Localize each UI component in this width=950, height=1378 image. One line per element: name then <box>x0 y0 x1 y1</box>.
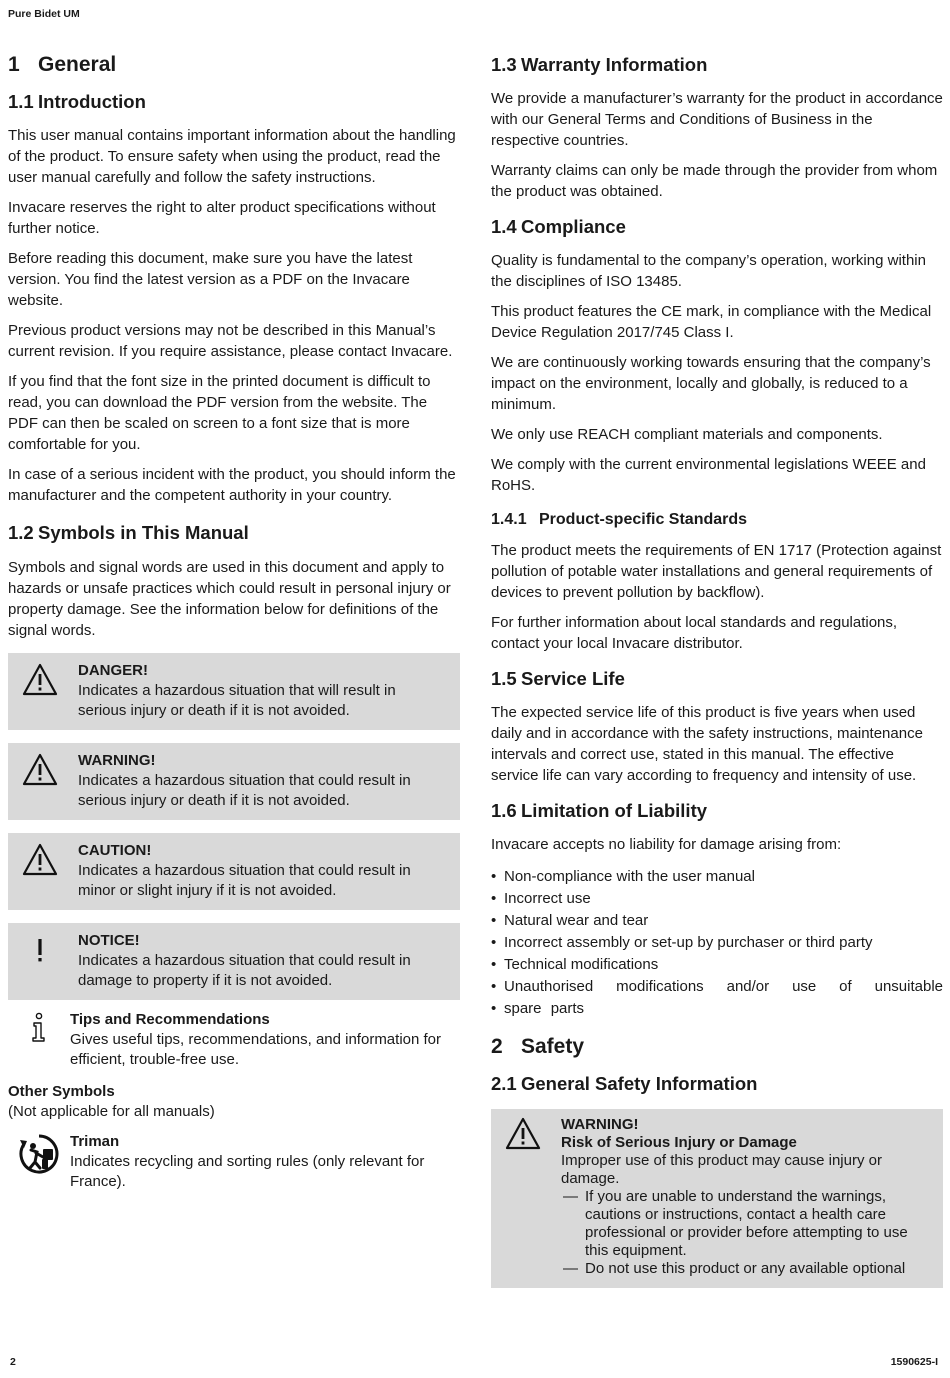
signal-word: WARNING! <box>561 1116 639 1134</box>
section-title: Safety <box>521 1034 585 1058</box>
paragraph: We are continuously working towards ensuring that the company’s impact on the environment, locally and globally, is reduced to a minimum. <box>491 354 931 414</box>
warning-box <box>8 743 460 820</box>
section-1-4-heading <box>491 216 943 238</box>
warning-triangle-icon <box>22 753 58 787</box>
safety-warning-box <box>491 1109 943 1288</box>
paragraph: Previous product versions may not be described in this Manual’s current revision. If you require assistance, please contact Invacare. <box>8 322 453 361</box>
page-number: 2 <box>10 1356 16 1368</box>
section-title: Warranty Information <box>521 54 708 75</box>
signal-word: DANGER! <box>78 661 148 679</box>
paragraph: Invacare reserves the right to alter product specifications without further notice. <box>8 199 436 238</box>
section-1-4-1-heading <box>491 510 943 529</box>
section-1-2-heading <box>8 522 460 544</box>
warning-subtitle: Risk of Serious Injury or Damage <box>561 1134 797 1152</box>
caution-box <box>8 833 460 910</box>
paragraph: This user manual contains important information about the handling of the product. To ensure safety when using the product, read the user manual carefully and follow the safety instructions. <box>8 127 456 187</box>
paragraph: Quality is fundamental to the company’s operation, working within the disciplines of ISO 13485. <box>491 252 926 291</box>
section-title: General Safety Information <box>521 1073 758 1095</box>
section-number: 1.6 <box>491 799 517 821</box>
liability-list <box>491 866 943 1020</box>
paragraph: We comply with the current environmental legislations WEEE and RoHS. <box>491 456 926 495</box>
section-1-6-heading <box>491 800 943 822</box>
signal-description: Indicates a hazardous situation that could result in serious injury or death if it is not avoided. <box>78 771 411 809</box>
right-column <box>491 54 943 1288</box>
exclamation-icon <box>22 933 58 967</box>
section-title: Service Life <box>521 667 625 689</box>
list-item: • Incorrect use <box>491 888 943 910</box>
page-header: Pure Bidet UM <box>8 8 80 20</box>
section-number: 1.5 <box>491 667 517 689</box>
paragraph: Symbols and signal words are used in this document and apply to hazards or unsafe practices which could result in personal injury or property damage. See the information below for definitions of the signal words. <box>8 558 451 639</box>
info-icon <box>28 1012 48 1044</box>
section-1-5-heading <box>491 668 943 690</box>
paragraph: If you find that the font size in the printed document is difficult to read, you can download the PDF version from the website. The PDF can then be scaled on screen to a font size that is more comfortable for you. <box>8 373 431 454</box>
list-item: • Unauthorised modifications and/or use of unsuitable <box>491 976 943 998</box>
section-number: 1.2 <box>8 522 34 544</box>
paragraph: We only use REACH compliant materials and components. <box>491 426 883 444</box>
signal-word: WARNING! <box>78 751 156 769</box>
tips-block <box>8 1010 460 1070</box>
warning-triangle-icon <box>22 663 58 697</box>
notice-box <box>8 923 460 1000</box>
triman-block <box>8 1132 460 1192</box>
section-2-1-heading <box>491 1073 943 1095</box>
tips-description: Gives useful tips, recommendations, and information for efficient, trouble-free use. <box>70 1030 442 1068</box>
triman-description: Indicates recycling and sorting rules (only relevant for France). <box>70 1152 425 1190</box>
section-1-3-heading <box>491 54 943 76</box>
paragraph: Warranty claims can only be made through the provider from whom the product was obtained. <box>491 162 938 201</box>
section-title: Product-specific Standards <box>539 511 748 529</box>
section-title: Limitation of Liability <box>521 799 708 821</box>
section-number: 1.3 <box>491 54 517 75</box>
section-title: Compliance <box>521 216 626 238</box>
paragraph: We provide a manufacturer’s warranty for the product in accordance with our General Terms and Conditions of Business in the respective countries. <box>491 90 943 150</box>
warning-triangle-icon <box>22 843 58 877</box>
triman-title: Triman <box>70 1132 120 1150</box>
section-title: General <box>38 53 117 76</box>
list-item: • Natural wear and tear <box>491 910 943 932</box>
other-symbols-title: Other Symbols <box>8 1082 115 1100</box>
signal-description: Indicates a hazardous situation that could result in minor or slight injury if it is not avoided. <box>78 861 411 899</box>
section-1-1-heading <box>8 91 460 113</box>
other-symbols <box>8 1082 460 1122</box>
triman-icon <box>16 1132 62 1176</box>
section-number: 2.1 <box>491 1073 517 1095</box>
signal-description: Indicates a hazardous situation that could result in damage to property if it is not avoided. <box>78 951 411 989</box>
section-2-heading <box>491 1034 943 1059</box>
signal-word: CAUTION! <box>78 841 152 859</box>
section-number: 1.4 <box>491 216 517 238</box>
section-number: 2 <box>491 1034 503 1058</box>
paragraph: This product features the CE mark, in compliance with the Medical Device Regulation 2017/745 Class I. <box>491 303 932 342</box>
warning-triangle-icon <box>505 1117 541 1151</box>
signal-word: NOTICE! <box>78 931 140 949</box>
section-1-heading <box>8 52 460 77</box>
signal-description: Indicates a hazardous situation that will result in serious injury or death if it is not avoided. <box>78 681 396 719</box>
section-number: 1.4.1 <box>491 511 527 529</box>
section-title: Symbols in This Manual <box>38 522 249 544</box>
list-item: • Non-compliance with the user manual <box>491 866 943 888</box>
paragraph: Before reading this document, make sure you have the latest version. You find the latest version as a PDF on the Invacare website. <box>8 250 413 310</box>
warning-item: — If you are unable to understand the warnings, cautions or instructions, contact a health care professional or provider before attempting to use this equipment. <box>561 1188 933 1260</box>
list-item-continuation <box>491 998 943 1020</box>
left-column <box>8 52 460 1204</box>
warning-text: Improper use of this product may cause injury or damage. <box>561 1152 882 1188</box>
document-id: 1590625-I <box>890 1356 938 1368</box>
list-item-continuation-text: spare parts <box>504 999 585 1017</box>
paragraph: In case of a serious incident with the product, you should inform the manufacturer and the competent authority in your country. <box>8 466 456 505</box>
section-number: 1.1 <box>8 91 34 113</box>
list-item: • Incorrect assembly or set-up by purchaser or third party <box>491 932 943 954</box>
danger-box <box>8 653 460 730</box>
paragraph: For further information about local standards and regulations, contact your local Invacare distributor. <box>491 613 898 652</box>
tips-title: Tips and Recommendations <box>70 1010 270 1028</box>
list-item: • Technical modifications <box>491 954 943 976</box>
section-number: 1 <box>8 53 20 76</box>
paragraph: Invacare accepts no liability for damage arising from: <box>491 835 842 853</box>
paragraph: The expected service life of this product is five years when used daily and in accordance with the safety instructions, maintenance intervals and correct use, stated in this manual. The effective service life can vary according to frequency and intensity of use. <box>491 703 923 784</box>
section-title: Introduction <box>38 91 146 113</box>
other-symbols-note: (Not applicable for all manuals) <box>8 1102 215 1120</box>
paragraph: The product meets the requirements of EN 1717 (Protection against pollution of potable water installations and general requirements of devices to prevent pollution by backflow). <box>491 541 942 601</box>
warning-item: — Do not use this product or any available optional <box>561 1260 933 1278</box>
